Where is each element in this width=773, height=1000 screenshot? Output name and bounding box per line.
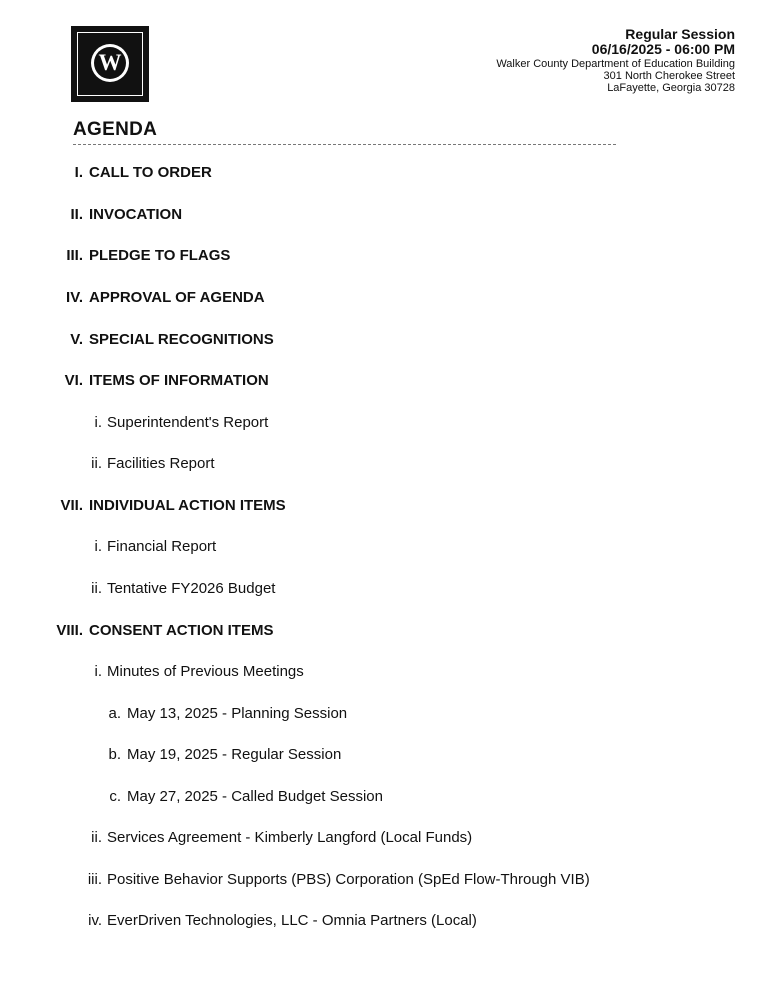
meeting-street: 301 North Cherokee Street bbox=[603, 69, 735, 82]
item-number: VII. bbox=[60, 497, 83, 514]
item-number: IV. bbox=[66, 289, 83, 306]
item-label: PLEDGE TO FLAGS bbox=[89, 247, 231, 264]
item-label: INVOCATION bbox=[89, 206, 183, 223]
item-number: ii. bbox=[91, 829, 102, 846]
item-number: i. bbox=[94, 538, 102, 555]
meeting-city: LaFayette, Georgia 30728 bbox=[607, 81, 735, 94]
meeting-header bbox=[496, 27, 735, 94]
item-number: V. bbox=[70, 331, 83, 348]
item-number: c. bbox=[109, 788, 121, 805]
item-label: APPROVAL OF AGENDA bbox=[89, 289, 265, 306]
item-label: May 19, 2025 - Regular Session bbox=[127, 746, 342, 763]
item-number: VI. bbox=[64, 372, 83, 389]
item-label: ITEMS OF INFORMATION bbox=[89, 372, 269, 389]
logo-letter: W bbox=[94, 47, 126, 79]
item-label: Superintendent's Report bbox=[107, 414, 269, 431]
district-logo bbox=[71, 26, 149, 102]
item-number: ii. bbox=[91, 455, 102, 472]
item-number: ii. bbox=[91, 580, 102, 597]
session-type: Regular Session bbox=[625, 26, 735, 42]
item-label: CALL TO ORDER bbox=[89, 164, 212, 181]
item-label: May 13, 2025 - Planning Session bbox=[127, 705, 348, 722]
item-number: II. bbox=[70, 206, 83, 223]
item-label: May 27, 2025 - Called Budget Session bbox=[127, 788, 383, 805]
item-number: VIII. bbox=[56, 622, 83, 639]
item-label: INDIVIDUAL ACTION ITEMS bbox=[89, 497, 286, 514]
meeting-datetime: 06/16/2025 - 06:00 PM bbox=[591, 41, 735, 58]
item-number: b. bbox=[108, 746, 121, 763]
item-number: iv. bbox=[88, 912, 102, 929]
item-label: Facilities Report bbox=[107, 455, 215, 472]
item-number: III. bbox=[66, 247, 83, 264]
item-label: Services Agreement - Kimberly Langford (Local Funds) bbox=[107, 829, 473, 846]
item-label: CONSENT ACTION ITEMS bbox=[89, 622, 274, 639]
item-number: I. bbox=[74, 164, 83, 181]
item-label: Minutes of Previous Meetings bbox=[107, 663, 304, 680]
meeting-location: Walker County Department of Education Building bbox=[496, 57, 735, 70]
item-label: Tentative FY2026 Budget bbox=[107, 580, 276, 597]
item-label: Financial Report bbox=[107, 538, 217, 555]
item-number: i. bbox=[94, 663, 102, 680]
item-number: i. bbox=[94, 414, 102, 431]
item-label: EverDriven Technologies, LLC - Omnia Partners (Local) bbox=[107, 912, 477, 929]
item-label: SPECIAL RECOGNITIONS bbox=[89, 331, 274, 348]
page-title: AGENDA bbox=[73, 119, 158, 140]
item-label: Positive Behavior Supports (PBS) Corporation (SpEd Flow-Through VIB) bbox=[107, 871, 590, 888]
item-number: a. bbox=[108, 705, 121, 722]
title-divider bbox=[73, 144, 616, 145]
item-number: iii. bbox=[87, 871, 102, 888]
